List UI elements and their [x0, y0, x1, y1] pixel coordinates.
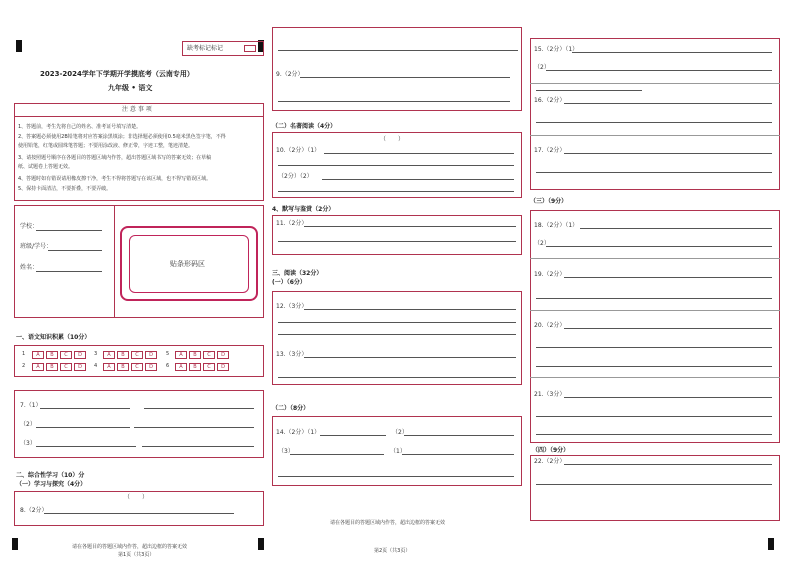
mc-option[interactable]: B [189, 363, 201, 371]
q20-answer-line[interactable] [564, 328, 772, 329]
q12-q13-answer-box [272, 291, 522, 385]
notice-line: 使用铅笔，红笔或圆珠笔答题；不要用涂改液、修正带，字迹工整，笔迹清楚。 [18, 143, 194, 149]
notice-line: 纸、试题卷上答题无效。 [18, 164, 74, 170]
q14-answer-line[interactable] [320, 435, 386, 436]
absent-mark-checkbox[interactable] [244, 45, 256, 52]
q19-q20-divider [530, 310, 780, 311]
q7-answer-line[interactable] [36, 427, 130, 428]
q18-label: 18.（2分）（1） [534, 222, 579, 229]
corner-marker [12, 538, 18, 550]
notice-line: 2、答案题必须使用2B铅笔将对应答案涂黑填涂；非选择题必须使用0.5毫米黑色签字笔，不得 [18, 134, 226, 140]
q11-label: 11.（2分） [276, 220, 308, 227]
q16-answer-line[interactable] [536, 122, 772, 123]
q15-answer-line[interactable] [546, 70, 772, 71]
q21-answer-line[interactable] [536, 434, 772, 435]
mc-option[interactable]: C [60, 363, 72, 371]
mc-option[interactable]: C [131, 351, 143, 359]
mc-option[interactable]: B [117, 351, 129, 359]
q9-answer-line[interactable] [278, 101, 510, 102]
q16-label: 16.（2分） [534, 97, 566, 104]
q22-label: 22.（2分） [534, 458, 566, 465]
q20-label: 20.（2分） [534, 322, 566, 329]
notice-line: 4、答题时如有错误请用橡皮擦干净，考生不得将答题写在该区域，也不得写错误区域。 [18, 176, 212, 182]
q15-answer-line[interactable] [572, 52, 772, 53]
q7-item-label: （3） [20, 440, 36, 447]
q13-answer-line[interactable] [278, 377, 516, 378]
q14-sub4: （1） [390, 448, 406, 455]
section4-title: 4、默写与鉴赏（2分） [272, 206, 335, 213]
mc-options-q1[interactable] [32, 351, 86, 359]
mc-option[interactable]: D [217, 351, 229, 359]
mc-option[interactable]: D [145, 363, 157, 371]
class-field[interactable] [48, 250, 102, 251]
mc-option[interactable]: D [145, 351, 157, 359]
q9-answer-line[interactable] [300, 77, 510, 78]
corner-marker [768, 538, 774, 550]
mc-answer-box [14, 345, 264, 377]
mc-option[interactable]: D [74, 351, 86, 359]
q15-q16-divider [530, 83, 780, 84]
mc-options-q5[interactable] [175, 351, 229, 359]
q10-label: 10.（2分）（1） [276, 147, 321, 154]
q17-label: 17.（2分） [534, 147, 566, 154]
notice-line: 5、保持卡面清洁，不要折叠，不要弄破。 [18, 186, 112, 192]
mc-option[interactable]: C [203, 363, 215, 371]
q16-q17-divider [530, 135, 780, 136]
section3-subtitle: (一）（6分） [272, 279, 306, 286]
section2-subtitle: （一）学习与探究（4分） [16, 481, 87, 488]
q11-answer-box [272, 215, 522, 255]
mc-option[interactable]: D [74, 363, 86, 371]
mc-question-number: 1 [22, 351, 26, 357]
q18-answer-line[interactable] [546, 246, 772, 247]
school-field[interactable] [36, 230, 102, 231]
q14-answer-line[interactable] [402, 454, 514, 455]
q13-label: 13.（3分） [276, 351, 308, 358]
q8-label: 8.（2分） [20, 507, 48, 514]
mc-question-number: 4 [94, 363, 98, 369]
q12-answer-line[interactable] [278, 322, 516, 323]
exam-subtitle: 九年级 • 语文 [108, 84, 153, 92]
mc-option[interactable]: D [217, 363, 229, 371]
q10b-label: （2分）（2） [278, 173, 313, 180]
mc-options-q6[interactable] [175, 363, 229, 371]
q22-answer-line[interactable] [564, 464, 772, 465]
q11-answer-line[interactable] [304, 226, 516, 227]
barcode-label: 贴条形码区 [170, 260, 205, 268]
notice-header-divider [14, 116, 264, 117]
mc-option[interactable]: C [131, 363, 143, 371]
mc-option[interactable]: B [46, 351, 58, 359]
q7-answer-line[interactable] [40, 408, 130, 409]
q19-answer-line[interactable] [536, 298, 772, 299]
q7-answer-line[interactable] [36, 446, 136, 447]
q14-label: 14.（2分）（1） [276, 429, 321, 436]
q15-q17-answer-box [530, 38, 780, 190]
mc-question-number: 2 [22, 363, 26, 369]
section3b-title: （二）（8分） [272, 405, 310, 412]
mc-question-number: 3 [94, 351, 98, 357]
notice-line: 3、请按照题号顺序在各题目的答题区域内作答，超出答题区域书写的答案无效；在草稿 [18, 155, 212, 161]
q17-answer-line[interactable] [564, 153, 772, 154]
q15b-label: （2） [534, 64, 550, 71]
mc-option[interactable]: A [175, 351, 187, 359]
q18-answer-line[interactable] [580, 228, 772, 229]
q21-answer-line[interactable] [536, 416, 772, 417]
student-info-divider [114, 205, 115, 318]
q20-q21-divider [530, 377, 780, 378]
q8-answer-line[interactable] [44, 513, 234, 514]
q21-answer-line[interactable] [564, 397, 772, 398]
mc-option[interactable]: A [32, 363, 44, 371]
q9-label: 9.（2分） [276, 71, 304, 78]
q8-paren[interactable]: （ ） [124, 494, 149, 501]
q10-answer-line[interactable] [324, 153, 514, 154]
section1-title: 一、语文知识积累（10分） [16, 334, 91, 341]
q14-answer-line[interactable] [278, 476, 514, 477]
q18-q21-answer-box [530, 210, 780, 443]
class-label: 班级/学号： [20, 243, 53, 250]
section2-title: 二、综合性学习（10）分 [16, 472, 85, 479]
mc-question-number: 6 [166, 363, 170, 369]
q7-item-label: （2） [20, 421, 36, 428]
page2-footer-note: 请在各题目的答题区域内作答，超出边框的答案无效 [330, 520, 446, 526]
name-field[interactable] [36, 271, 102, 272]
q10-paren[interactable]: （ ） [380, 136, 405, 143]
q11-answer-line[interactable] [278, 241, 516, 242]
section4-title: （四）（9分） [532, 447, 570, 454]
mc-option[interactable]: A [175, 363, 187, 371]
absent-mark-label: 缺考标记标记 [187, 45, 224, 52]
notice-title: 注 意 事 项 [122, 106, 152, 113]
mc-options-q3[interactable] [103, 351, 157, 359]
mc-option[interactable]: C [203, 351, 215, 359]
q7-answer-line[interactable] [134, 427, 254, 428]
section3c-title: （三）（9分） [530, 198, 568, 205]
mc-options-q2[interactable] [32, 363, 86, 371]
q19-answer-line[interactable] [564, 277, 772, 278]
mc-option[interactable]: B [46, 363, 58, 371]
q20-answer-line[interactable] [536, 347, 772, 348]
section-b-title: （二）名著阅读（4分） [272, 123, 337, 130]
mc-option[interactable]: A [103, 363, 115, 371]
school-label: 学校： [20, 223, 39, 230]
q19-label: 19.（2分） [534, 271, 566, 278]
section3-title: 三、阅读（32分） [272, 270, 323, 277]
q12-answer-line[interactable] [278, 334, 516, 335]
q13-answer-line[interactable] [304, 357, 516, 358]
notice-line: 1、答题前，考生先将自己的姓名、准考证号填写清楚。 [18, 124, 142, 130]
q17-answer-line[interactable] [536, 172, 772, 173]
q12-answer-line[interactable] [304, 309, 516, 310]
page1-footer-note: 请在各题目的答题区域内作答，超出边框的答案无效 [72, 544, 188, 550]
q20-answer-line[interactable] [536, 366, 772, 367]
name-label: 姓名： [20, 264, 39, 271]
q16-answer-line[interactable] [564, 103, 772, 104]
exam-title: 2023-2024学年下学期开学摸底考（云南专用） [40, 70, 194, 78]
q10-answer-line[interactable] [322, 179, 514, 180]
corner-marker [258, 538, 264, 550]
mc-option[interactable]: A [32, 351, 44, 359]
mc-question-number: 5 [166, 351, 170, 357]
q22-answer-line[interactable] [536, 484, 772, 485]
q7-answer-box [14, 390, 264, 458]
q12-label: 12.（3分） [276, 303, 308, 310]
q15-label: 15.（2分）（1） [534, 46, 579, 53]
mc-option[interactable]: A [103, 351, 115, 359]
q10-answer-line[interactable] [278, 191, 514, 192]
q15-answer-line[interactable] [536, 90, 642, 91]
mc-option[interactable]: C [60, 351, 72, 359]
mc-option[interactable]: B [117, 363, 129, 371]
q14-sub2: （2） [392, 429, 408, 436]
mc-option[interactable]: B [189, 351, 201, 359]
q7-answer-line[interactable] [144, 408, 254, 409]
page2-page-number: 第2页（共3页） [374, 548, 411, 554]
q14-answer-line[interactable] [290, 454, 384, 455]
q7-item-label: 7.（1） [20, 402, 42, 409]
q10-answer-line[interactable] [278, 165, 514, 166]
page1-page-number: 第1页（共3页） [118, 552, 155, 558]
q14-answer-line[interactable] [404, 435, 514, 436]
q18b-label: （2） [534, 240, 550, 247]
q9-answer-box [272, 27, 522, 111]
corner-marker [16, 40, 22, 52]
q7-answer-line[interactable] [142, 446, 254, 447]
q14-sub3: （3） [278, 448, 294, 455]
q9-answer-line[interactable] [278, 50, 518, 51]
q18-q19-divider [530, 258, 780, 259]
mc-options-q4[interactable] [103, 363, 157, 371]
q21-label: 21.（3分） [534, 391, 566, 398]
